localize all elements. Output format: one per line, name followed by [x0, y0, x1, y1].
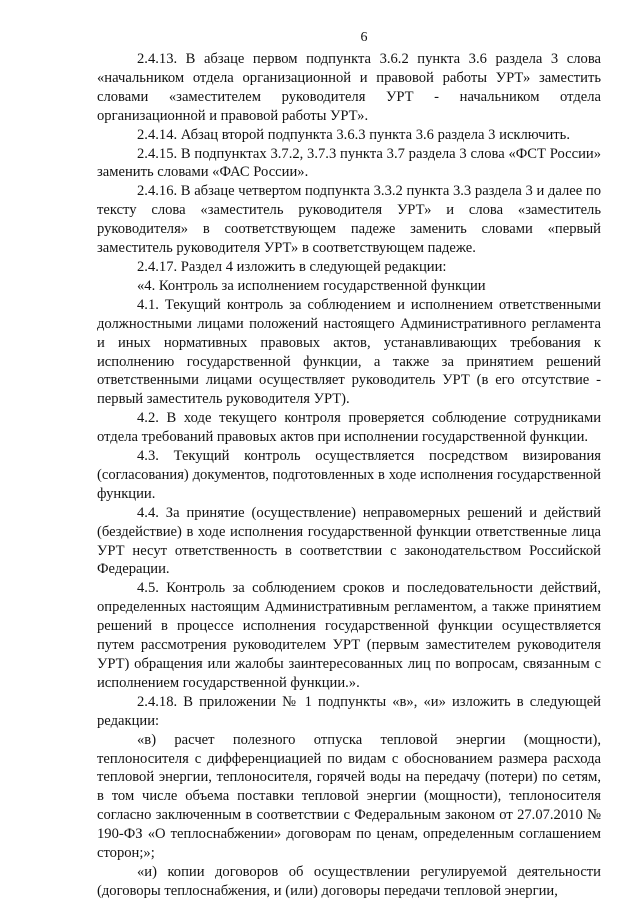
paragraph-2-4-16: 2.4.16. В абзаце четвертом подпункта 3.3.2 пункта 3.3 раздела 3 и далее по тексту слова «заместитель руководителя УРТ» и слова «заместитель руководителя» в соответствующем падеже заменить словами «первый заместитель руководителя УРТ» в соответствующем падеже. [97, 183, 601, 257]
paragraph-2-4-13: 2.4.13. В абзаце первом подпункта 3.6.2 пункта 3.6 раздела 3 слова «начальником отдела организационной и правовой работы УРТ» заместить словами «заместителем руководителя УРТ - начальником отдела организационной и правовой работы УРТ». [97, 51, 601, 124]
paragraph-4-4: 4.4. За принятие (осуществление) неправомерных решений и действий (бездействие) в ходе исполнения государственной функции ответственные лица УРТ несут ответственность в соответствии с законодательством Российской Федерации. [97, 504, 601, 578]
paragraph-4-3: 4.3. Текущий контроль осуществляется посредством визирования (согласования) документов, подготовленных в ходе исполнения государственной функции. [97, 448, 601, 502]
paragraph-4-1: 4.1. Текущий контроль за соблюдением и исполнением ответственными должностными лицами положений настоящего Административного регламента и иных нормативных правовых актов, устанавливающих требования к исполнению государственной функции, а также за принятием решений ответственными лицами осуществляет руководитель УРТ (в его отсутствие - первый заместитель руководителя УРТ). [97, 296, 601, 408]
subitem-v: «в) расчет полезного отпуска тепловой энергии (мощности), теплоносителя с дифференциацией по видам с обоснованием размера расхода тепловой энергии, теплоносителя, горячей воды на передачу (потери) по сетям, в том числе объема поставки тепловой энергии (мощности), теплоносителя согласно заключенным в соответствии с Федеральным законом от 27.07.2010 № 190-ФЗ «О теплоснабжении» договорам по ценам, определенным соглашением сторон;»; [97, 731, 601, 862]
paragraph-2-4-15: 2.4.15. В подпунктах 3.7.2, 3.7.3 пункта 3.7 раздела 3 слова «ФСТ России» заменить словами «ФАС России». [97, 145, 601, 181]
paragraph-2-4-14: 2.4.14. Абзац второй подпункта 3.6.3 пункта 3.6 раздела 3 исключить. [137, 126, 570, 143]
section-4-heading: «4. Контроль за исполнением государственной функции [137, 277, 486, 294]
paragraph-4-5: 4.5. Контроль за соблюдением сроков и последовательности действий, определенных настоящим Административным регламентом, а также принятием решений в процессе исполнения государственной функции осуществляется путем рассмотрения руководителем УРТ (первым заместителем руководителя УРТ) обращения или жалобы заинтересованных лиц по вопросам, связанным с исполнением государственной функции.». [97, 580, 601, 691]
page-number: 6 [360, 30, 368, 45]
subitem-i: «и) копии договоров об осуществлении регулируемой деятельности (договоры теплоснабжения, и (или) договоры передачи тепловой энергии, [97, 863, 601, 899]
paragraph-4-2: 4.2. В ходе текущего контроля проверяется соблюдение сотрудниками отдела требований правовых актов при исполнении государственной функции. [97, 410, 601, 446]
paragraph-2-4-18: 2.4.18. В приложении № 1 подпункты «в», «и» изложить в следующей редакции: [97, 693, 601, 729]
paragraph-2-4-17: 2.4.17. Раздел 4 изложить в следующей редакции: [137, 258, 447, 275]
